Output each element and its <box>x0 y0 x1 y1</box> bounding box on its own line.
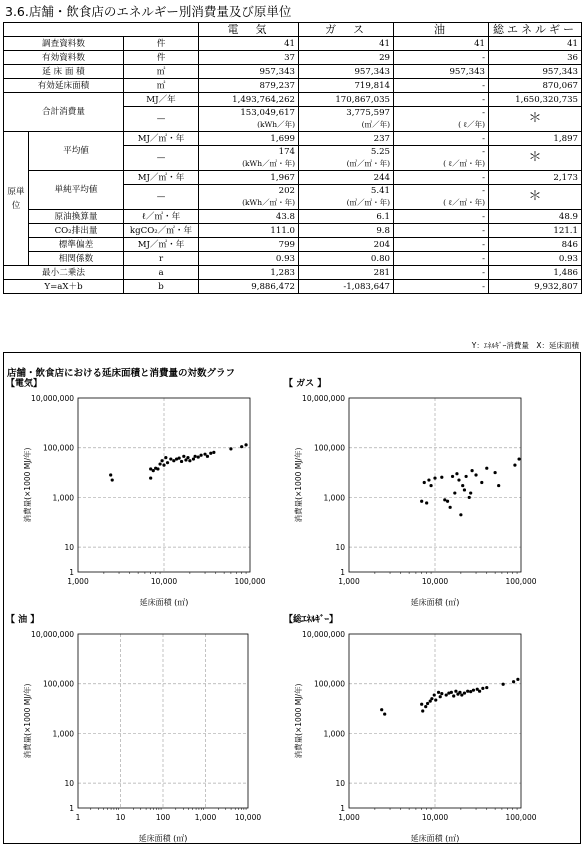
y-axis-label: 消費量(×1000 MJ/年) <box>23 683 32 759</box>
cell: 799 <box>199 238 299 252</box>
data-point <box>474 473 477 476</box>
data-point <box>182 455 185 458</box>
data-point <box>494 471 497 474</box>
chart-title: 【総ｴﾈﾙｷﾞｰ】 <box>284 615 339 625</box>
cell: 43.8 <box>199 210 299 224</box>
cell: 1,650,320,735 <box>489 93 582 107</box>
data-point <box>156 467 159 470</box>
data-point <box>192 457 195 460</box>
row-unit: r <box>124 252 199 266</box>
data-point <box>424 705 427 708</box>
data-point <box>420 500 423 503</box>
data-point <box>446 500 449 503</box>
data-point <box>434 698 437 701</box>
cell: 9.8 <box>299 224 394 238</box>
cell-unit: ( ℓ／㎡・年) <box>443 198 486 207</box>
data-point <box>502 683 505 686</box>
data-point <box>212 451 215 454</box>
data-point <box>454 690 457 693</box>
cell-unit: (kWh／㎡・年) <box>242 198 296 207</box>
cell-unit: (㎥／年) <box>361 120 391 129</box>
x-tick-label: 1,000 <box>338 577 360 586</box>
data-point <box>470 469 473 472</box>
data-point <box>455 472 458 475</box>
cell-unit: (㎥／㎡・年) <box>346 198 391 207</box>
data-point <box>197 455 200 458</box>
data-point <box>433 693 436 696</box>
cell: ＊ <box>489 107 582 132</box>
cell: 36 <box>489 51 582 65</box>
data-point <box>468 496 471 499</box>
y-tick-label: 1 <box>340 568 345 577</box>
cell: 170,867,035 <box>299 93 394 107</box>
y-tick-label: 10 <box>64 779 74 789</box>
data-point <box>458 691 461 694</box>
data-point <box>421 709 424 712</box>
cell: 9,886,472 <box>199 280 299 294</box>
cell-unit: (kWh／㎡・年) <box>242 159 296 168</box>
data-point <box>439 695 442 698</box>
x-tick-label: 1 <box>75 813 81 822</box>
cell: 174 <box>278 147 296 157</box>
data-point <box>380 708 383 711</box>
y-tick-label: 1 <box>69 804 74 813</box>
cell: 846 <box>489 238 582 252</box>
row-label: CO₂排出量 <box>29 224 124 238</box>
cell: - <box>394 252 489 266</box>
cell: - <box>482 147 486 157</box>
data-point <box>450 691 453 694</box>
data-point <box>433 476 436 479</box>
x-tick-label: 100,000 <box>234 577 266 586</box>
cell: - <box>394 51 489 65</box>
data-point <box>452 694 455 697</box>
data-point <box>427 478 430 481</box>
data-point <box>420 703 423 706</box>
data-point <box>109 473 112 476</box>
cell: 121.1 <box>489 224 582 238</box>
x-axis-label: 延床面積 (㎡) <box>410 834 460 843</box>
side-label: 原単位 <box>4 132 29 266</box>
cell: 719,814 <box>299 79 394 93</box>
row-label: 有効資料数 <box>4 51 124 65</box>
row-label: 平均値 <box>29 132 124 171</box>
data-point <box>383 712 386 715</box>
cell: 244 <box>299 171 394 185</box>
data-point <box>423 481 426 484</box>
data-point <box>440 476 443 479</box>
data-point <box>430 697 433 700</box>
y-tick-label: 10 <box>335 543 345 553</box>
x-axis-label: 延床面積 (㎡) <box>138 834 188 843</box>
row-unit: ℓ／㎡・年 <box>124 210 199 224</box>
cell: 37 <box>199 51 299 65</box>
row-unit: MJ／㎡・年 <box>124 132 199 146</box>
cell: 3,775,597 <box>346 108 391 118</box>
cell-unit: ( ℓ／年) <box>458 120 486 129</box>
data-point <box>497 484 500 487</box>
data-point <box>429 484 432 487</box>
cell: 48.9 <box>489 210 582 224</box>
cell-unit: ( ℓ／㎡・年) <box>443 159 486 168</box>
data-point <box>443 498 446 501</box>
row-unit: MJ／年 <box>124 93 199 107</box>
data-point <box>199 454 202 457</box>
cell: - <box>482 108 486 118</box>
cell: - <box>394 238 489 252</box>
cell: 5.41 <box>370 186 391 196</box>
cell: 1,493,764,262 <box>199 93 299 107</box>
data-point <box>485 467 488 470</box>
x-tick-label: 100,000 <box>505 813 537 822</box>
data-point <box>453 491 456 494</box>
cell: 0.80 <box>299 252 394 266</box>
data-point <box>516 678 519 681</box>
row-unit: — <box>124 146 199 171</box>
y-tick-label: 100,000 <box>313 443 345 453</box>
chart-title: 【 油 】 <box>6 615 40 625</box>
data-point <box>178 457 181 460</box>
x-tick-label: 100,000 <box>505 577 537 586</box>
chart-title: 【 ガス 】 <box>284 379 327 389</box>
cell: - <box>482 186 486 196</box>
chart-title: 【電気】 <box>6 379 43 389</box>
y-tick-label: 100,000 <box>42 679 74 689</box>
row-label: 延 床 面 積 <box>4 65 124 79</box>
data-point <box>517 457 520 460</box>
row-label: 合計消費量 <box>4 93 124 132</box>
data-point <box>152 469 155 472</box>
cell-unit: (kWh／年) <box>257 120 296 129</box>
data-point <box>180 460 183 463</box>
data-point <box>166 461 169 464</box>
cell: - <box>394 224 489 238</box>
cell: 957,343 <box>394 65 489 79</box>
y-tick-label: 100,000 <box>313 679 345 689</box>
cell: ＊ <box>489 185 582 210</box>
y-tick-label: 1,000 <box>52 729 74 739</box>
cell: 41 <box>489 37 582 51</box>
cell: - <box>394 93 489 107</box>
data-point <box>164 456 167 459</box>
row-label: 原油換算量 <box>29 210 124 224</box>
cell: 9,932,807 <box>489 280 582 294</box>
data-point <box>426 702 429 705</box>
y-tick-label: 10,000,000 <box>31 630 74 639</box>
data-point <box>425 501 428 504</box>
y-tick-label: 10,000,000 <box>31 394 74 403</box>
row-unit: kgCO₂／㎡・年 <box>124 224 199 238</box>
x-axis-label: 延床面積 (㎡) <box>410 598 460 607</box>
cell: 6.1 <box>299 210 394 224</box>
cell: 204 <box>299 238 394 252</box>
x-tick-label: 10,000 <box>421 813 449 822</box>
cell: 1,967 <box>199 171 299 185</box>
cell: 1,486 <box>489 266 582 280</box>
data-point <box>188 459 191 462</box>
row-label: 単純平均値 <box>29 171 124 210</box>
x-tick-label: 1,000 <box>67 577 89 586</box>
row-label: 有効延床面積 <box>4 79 124 93</box>
y-tick-label: 10,000,000 <box>302 630 345 639</box>
y-axis-label: 消費量(×1000 MJ/年) <box>294 683 303 759</box>
data-point <box>463 488 466 491</box>
table-note: Y：ｴﾈﾙｷﾞｰ消費量 X：延床面積 <box>471 341 579 350</box>
data-point <box>478 690 481 693</box>
data-point <box>451 475 454 478</box>
y-tick-label: 1 <box>340 804 345 813</box>
data-point <box>172 459 175 462</box>
cell: 0.93 <box>489 252 582 266</box>
cell: - <box>394 79 489 93</box>
row-label: Y=aX＋b <box>4 280 124 294</box>
data-point <box>459 513 462 516</box>
y-tick-label: 1,000 <box>323 729 345 739</box>
cell: 202 <box>278 186 296 196</box>
data-point <box>461 484 464 487</box>
data-point <box>158 462 161 465</box>
row-unit: a <box>124 266 199 280</box>
data-point <box>440 692 443 695</box>
cell: 41 <box>199 37 299 51</box>
data-point <box>194 455 197 458</box>
cell: 1,699 <box>199 132 299 146</box>
row-label: 最小二乗法 <box>4 266 124 280</box>
data-point <box>469 491 472 494</box>
x-tick-label: 10,000 <box>234 813 262 822</box>
row-unit: — <box>124 185 199 210</box>
data-point <box>162 463 165 466</box>
cell: -1,083,647 <box>299 280 394 294</box>
header-gas: ガ ス <box>299 23 394 37</box>
header-oil: 油 <box>394 23 489 37</box>
row-unit: 件 <box>124 37 199 51</box>
cell: 111.0 <box>199 224 299 238</box>
data-point <box>244 443 247 446</box>
y-tick-label: 1 <box>69 568 74 577</box>
data-point <box>449 506 452 509</box>
cell: - <box>394 210 489 224</box>
data-point <box>186 456 189 459</box>
cell: 0.93 <box>199 252 299 266</box>
data-point <box>206 455 209 458</box>
x-tick-label: 10,000 <box>150 577 178 586</box>
y-axis-label: 消費量(×1000 MJ/年) <box>23 447 32 523</box>
x-tick-label: 1,000 <box>194 813 217 822</box>
row-label: 相関係数 <box>29 252 124 266</box>
data-point <box>203 453 206 456</box>
data-point <box>466 690 469 693</box>
row-unit: MJ／㎡・年 <box>124 238 199 252</box>
y-axis-label: 消費量(×1000 MJ/年) <box>294 447 303 523</box>
x-tick-label: 10,000 <box>421 577 449 586</box>
cell: - <box>394 280 489 294</box>
y-tick-label: 10 <box>64 543 74 553</box>
row-unit: ㎡ <box>124 65 199 79</box>
cell: 5.25 <box>370 147 391 157</box>
cell: 2,173 <box>489 171 582 185</box>
data-point <box>111 478 114 481</box>
cell: 1,897 <box>489 132 582 146</box>
row-unit: MJ／㎡・年 <box>124 171 199 185</box>
cell-unit: (㎥／㎡・年) <box>346 159 391 168</box>
cell: 153,049,617 <box>240 108 296 118</box>
page-title: 3.6.店舗・飲食店のエネルギー別消費量及び原単位 <box>5 4 292 19</box>
data-point <box>209 452 212 455</box>
data-point <box>469 690 472 693</box>
data-point <box>160 459 163 462</box>
cell: 1,283 <box>199 266 299 280</box>
cell: 879,237 <box>199 79 299 93</box>
row-label: 標準偏差 <box>29 238 124 252</box>
data-point <box>169 457 172 460</box>
cell: 281 <box>299 266 394 280</box>
row-unit: 件 <box>124 51 199 65</box>
x-tick-label: 100 <box>155 813 171 822</box>
y-tick-label: 1,000 <box>52 493 74 503</box>
cell: 957,343 <box>489 65 582 79</box>
cell: 29 <box>299 51 394 65</box>
data-point <box>437 691 440 694</box>
data-point <box>481 687 484 690</box>
cell: 957,343 <box>199 65 299 79</box>
data-point <box>513 463 516 466</box>
cell: 957,343 <box>299 65 394 79</box>
data-point <box>485 686 488 689</box>
data-point <box>480 481 483 484</box>
cell: 41 <box>394 37 489 51</box>
cell: 237 <box>299 132 394 146</box>
data-point <box>240 445 243 448</box>
data-point <box>457 478 460 481</box>
x-tick-label: 10 <box>115 813 126 822</box>
data-point <box>512 680 515 683</box>
header-total: 総エネルギー <box>489 23 582 37</box>
y-tick-label: 10 <box>335 779 345 789</box>
y-tick-label: 100,000 <box>42 443 74 453</box>
data-point <box>472 689 475 692</box>
cell: ＊ <box>489 146 582 171</box>
row-unit: — <box>124 107 199 132</box>
x-axis-label: 延床面積 (㎡) <box>139 598 189 607</box>
data-point <box>445 693 448 696</box>
cell: 870,067 <box>489 79 582 93</box>
data-point <box>460 693 463 696</box>
row-label: 調査資料数 <box>4 37 124 51</box>
x-tick-label: 1,000 <box>338 813 360 822</box>
y-tick-label: 1,000 <box>323 493 345 503</box>
row-unit: ㎡ <box>124 79 199 93</box>
cell: - <box>394 132 489 146</box>
row-unit: b <box>124 280 199 294</box>
data-point <box>229 447 232 450</box>
cell: - <box>394 266 489 280</box>
cell: - <box>394 171 489 185</box>
data-point <box>465 475 468 478</box>
graph-section-title: 店舗・飲食店における延床面積と消費量の対数グラフ <box>7 368 236 379</box>
header-electric: 電 気 <box>199 23 299 37</box>
cell: 41 <box>299 37 394 51</box>
data-point <box>149 476 152 479</box>
y-tick-label: 10,000,000 <box>302 394 345 403</box>
data-point <box>463 691 466 694</box>
